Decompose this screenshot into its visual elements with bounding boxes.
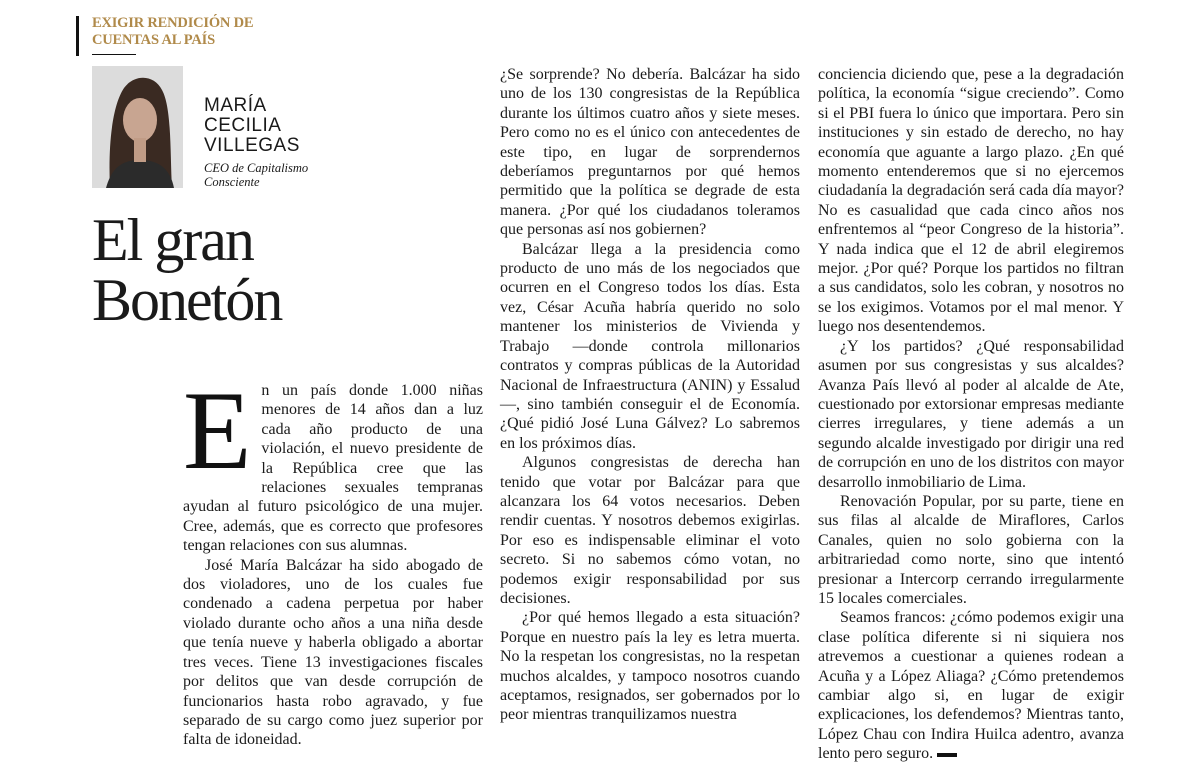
article-paragraph-text: Seamos francos: ¿cómo podemos exigir una clase política diferente si ni siquiera nos atrevemos a cuestionar a quienes rodean a Acuña y a López Aliaga? ¿Cómo pretendemos cambiar algo si, en lugar de exigir explicaciones, los defendemos? Mientras tanto, López Chau con Indira Huilca adentro, avanza lento pero seguro. [818, 609, 1124, 763]
article-paragraph: Renovación Popular, por su parte, tiene en sus filas al alcalde de Miraflores, Carlos Canales, quien no solo gobierna con la arbitrariedad como norte, sino que intentó presionar a Intercorp cerrando irregularmente 15 locales comerciales. [818, 492, 1124, 607]
section-marker-bar [76, 16, 79, 56]
drop-cap: E [183, 369, 252, 493]
author-name-line: MARÍA [204, 95, 267, 116]
article-paragraph: ¿Por qué hemos llegado a esta situación? Porque en nuestro país la ley es letra muerta. No la respetan los congresistas, no la respetan muchos alcaldes, y tampoco nosotros cuando aceptamos, resignados, ser gobernados por lo peor mientras tranquilizamos nuestra [500, 609, 800, 724]
headline-line: Bonetón [92, 267, 282, 333]
section-label-line: CUENTAS AL PAÍS [92, 32, 215, 48]
end-of-article-mark [937, 753, 957, 757]
article-paragraph-continued: conciencia diciendo que, pese a la degradación política, la economía “sigue creciendo”. Como si el PBI fuera lo único que importara. Pero sin instituciones y sin estado de derecho, no hay economía que aguante a largo plazo. ¿En qué momento entenderemos que si no ejercemos ciudadanía la degradación será cada día mayor? No es casualidad que cada cinco años nos enfrentemos al “peor Congreso de la historia”. Y nada indica que el 12 de abril elegiremos mejor. ¿Por qué? Porque los partidos no filtran a sus candidatos, solo les cobran, y nosotros no se los exigimos. Votamos por el mal menor. Y luego nos desentendemos. [818, 66, 1124, 336]
article-paragraph: ¿Se sorprende? No debería. Balcázar ha sido uno de los 130 congresistas de la República durante los últimos cuatro años y siete meses. Pero como no es el único con antecedentes de este tipo, en lugar de sorprendernos deberíamos preguntarnos por qué hemos permitido que la política se degrade de esta manera. ¿Por qué los ciudadanos toleramos que personas así nos gobiernen? [500, 66, 800, 239]
article-paragraph: Algunos congresistas de derecha han tenido que votar por Balcázar para que alcanzara los 64 votos necesarios. Deben rendir cuentas. Y nosotros debemos exigirlas. Por eso es indispensable eliminar el voto secreto. Si no sabemos cómo votan, no podemos exigir responsabilidad por sus decisiones. [500, 454, 800, 607]
article-paragraph-final [818, 608, 1124, 763]
author-name-line: CECILIA [204, 115, 282, 136]
article-column-3 [818, 65, 1124, 764]
headline [92, 207, 452, 333]
article-column-2 [500, 65, 800, 725]
headline-line: El gran [92, 207, 253, 273]
author-photo [92, 66, 183, 188]
article-paragraph: n un país donde 1.000 niñas menores de 14 años dan a luz cada año producto de una violación, el nuevo presidente de la República cree que las relaciones sexuales tempranas ayudan al futuro psicológico de una mujer. Cree, además, que es correcto que profesores tengan relaciones con sus alumnas. [183, 382, 483, 555]
author-role-line: CEO de Capitalismo [204, 161, 309, 175]
article-paragraph: José María Balcázar ha sido abogado de dos violadores, uno de los cuales fue condenado a cadena perpetua por haber violado durante ocho años a una niña desde que tenía nueve y haberla obligado a abortar tres veces. Tiene 13 investigaciones fiscales por delitos que van desde corrupción de funcionarios hasta robo agravado, y fue separado de su cargo como juez superior por falta de idoneidad. [183, 556, 483, 749]
article-column-1 [183, 369, 483, 750]
article-paragraph: Balcázar llega a la presidencia como producto de uno más de los negociados que ocurren en el Congreso todos los días. Esta vez, César Acuña habría querido no solo mantener los ministerios de Vivienda y Trabajo —donde controla millonarios contratos y compras públicas de la Autoridad Nacional de Infraestructura (ANIN) y Essalud—, sino también conseguir el de Economía. ¿Qué pidió José Luna Gálvez? Lo sabremos en los próximos días. [500, 240, 800, 452]
section-label-line: EXIGIR RENDICIÓN DE [92, 15, 254, 31]
author-name [204, 96, 364, 156]
author-portrait [92, 66, 183, 188]
author-role-line: Consciente [204, 175, 260, 189]
author-role [204, 161, 364, 189]
article-paragraph: ¿Y los partidos? ¿Qué responsabilidad asumen por sus congresistas y sus alcaldes? Avanza País llevó al poder al alcalde de Ate, cuestionado por extorsionar empresas mediante cierres irregulares, y tiene además a un segundo alcalde investigado por dirigir una red de corrupción en uno de los distritos con mayor desarrollo inmobiliario de Lima. [818, 337, 1124, 491]
author-name-line: VILLEGAS [204, 135, 300, 156]
section-rule [92, 54, 136, 55]
section-label [92, 15, 292, 49]
